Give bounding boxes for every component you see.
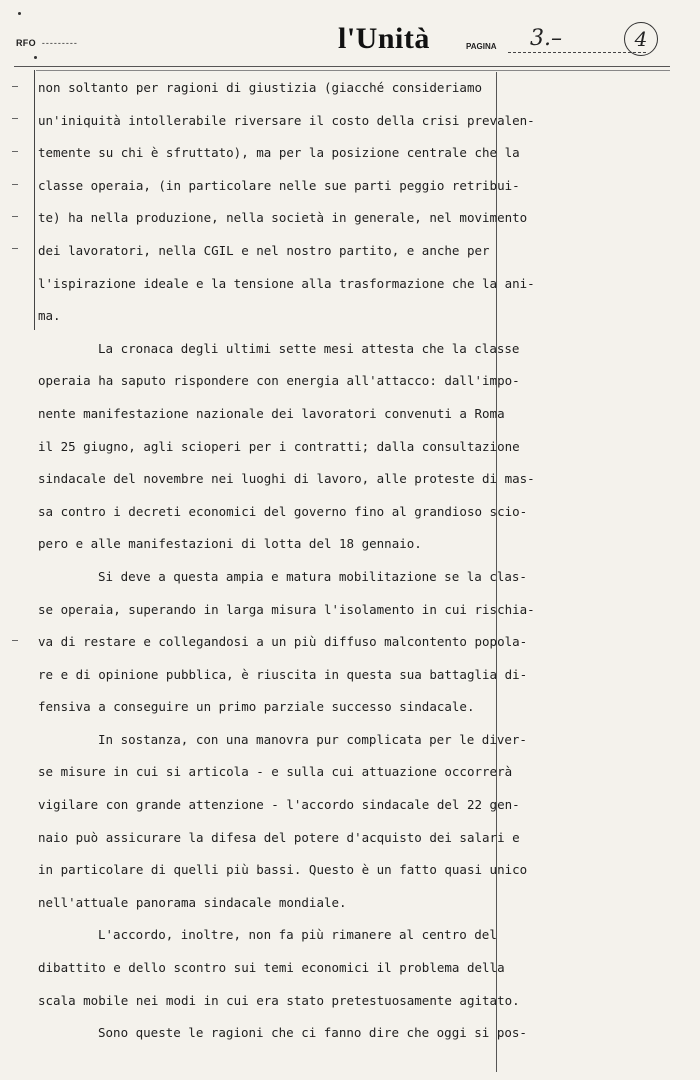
text-line: te) ha nella produzione, nella società in generale, nel movimento xyxy=(38,210,528,226)
page-label: PAGINA xyxy=(466,42,497,51)
page-number: 3.– xyxy=(530,26,562,51)
text-line: La cronaca degli ultimi sette mesi attesta che la classe xyxy=(98,340,520,356)
text-line: dei lavoratori, nella CGIL e nel nostro partito, e anche per xyxy=(38,242,490,258)
sheet-number: 4 xyxy=(624,22,658,56)
text-line: se misure in cui si articola - e sulla cui attuazione occorrerà xyxy=(38,764,513,780)
text-line: In sostanza, con una manovra pur complicata per le diver- xyxy=(98,731,527,747)
typed-text-body xyxy=(38,72,535,1050)
speck xyxy=(18,12,21,15)
text-line: temente su chi è sfruttato), ma per la posizione centrale che la xyxy=(38,145,520,161)
text-line: scala mobile nei modi in cui era stato pretestuosamente agitato. xyxy=(38,992,520,1008)
text-line: dibattito e dello scontro sui temi economici il problema della xyxy=(38,960,505,976)
header-rule xyxy=(14,66,670,67)
rfo-dashes: --------- xyxy=(41,38,78,48)
text-line: ma. xyxy=(38,308,61,324)
text-line: Sono queste le ragioni che ci fanno dire che oggi si pos- xyxy=(98,1025,527,1041)
newspaper-logo: l'Unità xyxy=(338,22,430,55)
text-line: re e di opinione pubblica, è riuscita in questa sua battaglia di- xyxy=(38,666,528,682)
text-line: un'iniquità intollerabile riversare il costo della crisi prevalen- xyxy=(38,112,535,128)
text-line: nell'attuale panorama sindacale mondiale. xyxy=(38,894,347,910)
margin-tick xyxy=(12,86,18,87)
text-line: vigilare con grande attenzione - l'accordo sindacale del 22 gen- xyxy=(38,797,520,813)
margin-tick xyxy=(12,151,18,152)
text-line: in particolare di quelli più bassi. Questo è un fatto quasi unico xyxy=(38,862,528,878)
text-line: naio può assicurare la difesa del potere d'acquisto dei salari e xyxy=(38,829,520,845)
page-number-line xyxy=(508,52,646,53)
text-line: pero e alle manifestazioni di lotta del 18 gennaio. xyxy=(38,536,422,552)
margin-tick xyxy=(12,248,18,249)
speck xyxy=(34,56,37,59)
text-line: sa contro i decreti economici del governo fino al grandioso scio- xyxy=(38,503,528,519)
left-margin-line xyxy=(34,70,35,330)
text-line: l'ispirazione ideale e la tensione alla trasformazione che la ani- xyxy=(38,275,535,291)
text-line: il 25 giugno, agli scioperi per i contratti; dalla consultazione xyxy=(38,438,520,454)
margin-tick xyxy=(12,216,18,217)
text-line: se operaia, superando in larga misura l'isolamento in cui rischia- xyxy=(38,601,535,617)
text-line: sindacale del novembre nei luoghi di lavoro, alle proteste di mas- xyxy=(38,471,535,487)
text-line: Si deve a questa ampia e matura mobilitazione se la clas- xyxy=(98,568,527,584)
margin-tick xyxy=(12,184,18,185)
text-line: fensiva a conseguire un primo parziale successo sindacale. xyxy=(38,699,475,715)
text-line: non soltanto per ragioni di giustizia (giacché consideriamo xyxy=(38,80,483,95)
header-rule-secondary xyxy=(36,70,670,71)
margin-tick xyxy=(12,640,18,641)
text-line: operaia ha saputo rispondere con energia all'attacco: dall'impo- xyxy=(38,373,520,389)
margin-tick xyxy=(12,118,18,119)
text-line: va di restare e collegandosi a un più diffuso malcontento popola- xyxy=(38,634,528,650)
text-line: classe operaia, (in particolare nelle sue parti peggio retribui- xyxy=(38,177,520,193)
header-left-label xyxy=(16,38,78,48)
text-line: nente manifestazione nazionale dei lavoratori convenuti a Roma xyxy=(38,405,505,421)
text-line: L'accordo, inoltre, non fa più rimanere al centro del xyxy=(98,927,497,943)
rfo-label: RFO xyxy=(16,38,36,48)
